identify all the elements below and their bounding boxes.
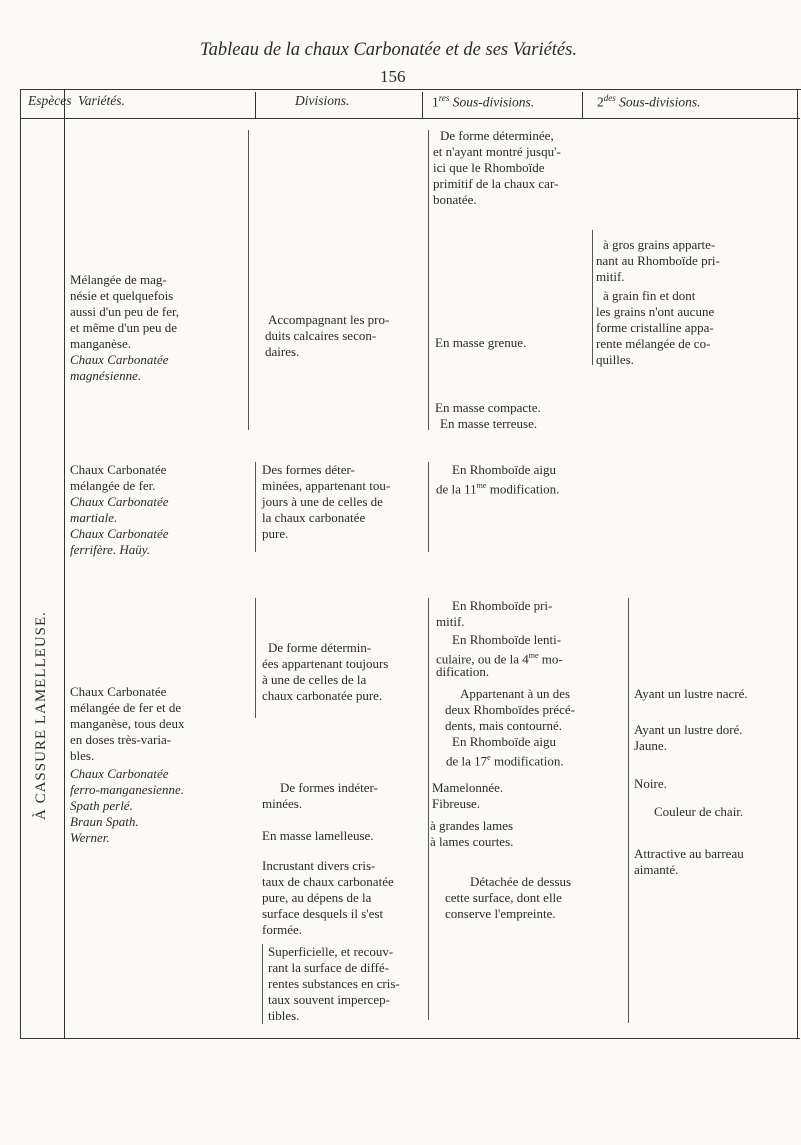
b2-variete-0: Chaux Carbonatée (70, 462, 167, 477)
b3-incr-2: pure, au dépens de la (262, 890, 372, 905)
b3-sous1-6: dification. (436, 664, 490, 679)
b2-name-3: ferrifère. Haüy. (70, 542, 151, 557)
b3-div-forme-1: ées appartenant toujours (262, 656, 389, 671)
b2-division-0: Des formes déter- (262, 462, 355, 477)
header-label-1: Sous-divisions. (449, 94, 535, 110)
b3-sup-3: taux souvent impercep- (268, 992, 391, 1007)
header-sup-1: res (438, 93, 450, 103)
b3-sous1-3a: culaire, ou de la 4 (436, 651, 529, 667)
b3-sous2-4: Couleur de chair. (654, 804, 744, 819)
b3-sous1-3b: mo- (538, 651, 563, 667)
b3-sous1-11a: de la 17 (446, 753, 488, 769)
b3-sous1-11sup: e (487, 753, 491, 762)
b3-name-4: Werner. (70, 830, 110, 845)
b1-sous2-6: rente mélangée de co- (596, 336, 711, 351)
b3-variete-0: Chaux Carbonatée (70, 684, 167, 699)
b1-variete-2: aussi d'un peu de fer, (70, 304, 180, 319)
b3-incr-sous-1: cette surface, dont elle (445, 890, 562, 905)
b3-sous2-5: Attractive au barreau (634, 846, 744, 861)
b3-name-1: ferro-manganesienne. (70, 782, 184, 797)
b1-division-2: daires. (265, 344, 300, 359)
b1-division-0: Accompagnant les pro- (268, 312, 390, 327)
b3-sous1-10: En Rhomboïde aigu (452, 734, 556, 749)
b3-sup-0: Superficielle, et recouv- (268, 944, 394, 959)
page-title: Tableau de la chaux Carbonatée et de ses Variétés. (200, 40, 577, 60)
b2-division-3: la chaux carbonatée (262, 510, 366, 525)
b3-name-0: Chaux Carbonatée (70, 766, 169, 781)
header-sous-divisions-1 (432, 93, 534, 111)
b1-name-0: Chaux Carbonatée (70, 352, 169, 367)
b1-division-1: duits calcaires secon- (265, 328, 377, 343)
b3-sous2-1: Ayant un lustre doré. (634, 722, 743, 737)
b1-sous1-0: De forme déterminée, (440, 128, 554, 143)
b3-sous2-2: Jaune. (634, 738, 667, 753)
b2-division-2: jours à une de celles de (262, 494, 383, 509)
header-especes: Espèces (28, 93, 72, 108)
b1-terreuse: En masse terreuse. (440, 416, 538, 431)
b1-variete-0: Mélangée de mag- (70, 272, 167, 287)
b3-sous2-0: Ayant un lustre nacré. (634, 686, 748, 701)
b3-sous2-6: aimanté. (634, 862, 679, 877)
b2-sous1-1b: modification. (486, 481, 560, 497)
b3-div-indet-1: minées. (262, 796, 303, 811)
header-num-2: 2 (597, 94, 604, 110)
b3-sous1-1: mitif. (436, 614, 465, 629)
b3-sous1-0: En Rhomboïde pri- (452, 598, 553, 613)
b1-compacte: En masse compacte. (435, 400, 541, 415)
b3-incr-3: surface desquels il s'est (262, 906, 384, 921)
b3-incr-1: taux de chaux carbonatée (262, 874, 394, 889)
b2-sous1-1 (436, 478, 559, 497)
b2-sous1-sup: me (476, 481, 487, 490)
b3-sous1-8: deux Rhomboïdes précé- (445, 702, 575, 717)
header-sous-divisions-2 (597, 93, 701, 111)
b3-sous1-11b: modification. (490, 753, 564, 769)
b1-sous2-7: quilles. (596, 352, 634, 367)
b3-incr-sous-2: conserve l'empreinte. (445, 906, 556, 921)
b1-sous2-3: à grain fin et dont (603, 288, 696, 303)
b3-incr-4: formée. (262, 922, 303, 937)
b1-variete-3: et même d'un peu de (70, 320, 178, 335)
b3-div-indet-0: De formes indéter- (280, 780, 378, 795)
b3-variete-4: bles. (70, 748, 95, 763)
b3-indet-0: Mamelonnée. (432, 780, 504, 795)
b3-indet-1: Fibreuse. (432, 796, 481, 811)
b3-div-forme-2: à une de celles de la (262, 672, 367, 687)
b3-name-3: Braun Spath. (70, 814, 139, 829)
b3-sup-1: rant la surface de diffé- (268, 960, 390, 975)
b3-sup-4: tibles. (268, 1008, 300, 1023)
b2-division-1: minées, appartenant tou- (262, 478, 391, 493)
b3-lam-1: à lames courtes. (430, 834, 514, 849)
side-label: À CASSURE LAMELLEUSE. (33, 611, 49, 820)
b3-sous1-3sup: me (528, 651, 539, 660)
b2-name-1: martiale. (70, 510, 118, 525)
b1-sous1-2: ici que le Rhomboïde (433, 160, 545, 175)
b3-incr-sous-0: Détachée de dessus (470, 874, 572, 889)
b1-sous2-1: nant au Rhomboïde pri- (596, 253, 720, 268)
b1-sous1-4: bonatée. (433, 192, 477, 207)
b1-sous2-4: les grains n'ont aucune (596, 304, 715, 319)
header-num-1: 1 (432, 94, 439, 110)
b3-sous1-9: dents, mais contourné. (445, 718, 562, 733)
b3-lam-0: à grandes lames (430, 818, 514, 833)
b3-name-2: Spath perlé. (70, 798, 133, 813)
b1-name-1: magnésienne. (70, 368, 142, 383)
b3-sous1-11 (446, 750, 564, 769)
b3-div-forme-0: De forme détermin- (268, 640, 372, 655)
b3-sous2-3: Noire. (634, 776, 667, 791)
b3-sous1-2: En Rhomboïde lenti- (452, 632, 562, 647)
b2-division-4: pure. (262, 526, 289, 541)
header-divisions: Divisions. (295, 93, 350, 108)
b3-sous1-7: Appartenant à un des (460, 686, 571, 701)
b2-name-2: Chaux Carbonatée (70, 526, 169, 541)
b1-grenue: En masse grenue. (435, 335, 527, 350)
b2-sous1-0: En Rhomboïde aigu (452, 462, 556, 477)
b2-name-0: Chaux Carbonatée (70, 494, 169, 509)
b3-variete-2: manganèse, tous deux (70, 716, 185, 731)
b3-variete-1: mélangée de fer et de (70, 700, 182, 715)
b3-variete-3: en doses très-varia- (70, 732, 172, 747)
b1-sous2-0: à gros grains apparte- (603, 237, 716, 252)
b3-sup-2: rentes substances en cris- (268, 976, 400, 991)
b2-variete-1: mélangée de fer. (70, 478, 156, 493)
header-sup-2: des (603, 93, 616, 103)
b3-div-lamelleuse: En masse lamelleuse. (262, 828, 374, 843)
b1-sous1-3: primitif de la chaux car- (433, 176, 559, 191)
b2-sous1-1a: de la 11 (436, 481, 477, 497)
header-label-2: Sous-divisions. (615, 94, 701, 110)
header-varietes: Variétés. (78, 93, 125, 108)
b3-div-forme-3: chaux carbonatée pure. (262, 688, 383, 703)
b1-sous1-1: et n'ayant montré jusqu'- (433, 144, 561, 159)
b1-variete-4: manganèse. (70, 336, 132, 351)
b3-incr-0: Incrustant divers cris- (262, 858, 376, 873)
page-number: 156 (380, 67, 406, 86)
b1-sous2-5: forme cristalline appa- (596, 320, 714, 335)
b1-variete-1: nésie et quelquefois (70, 288, 174, 303)
b1-sous2-2: mitif. (596, 269, 625, 284)
